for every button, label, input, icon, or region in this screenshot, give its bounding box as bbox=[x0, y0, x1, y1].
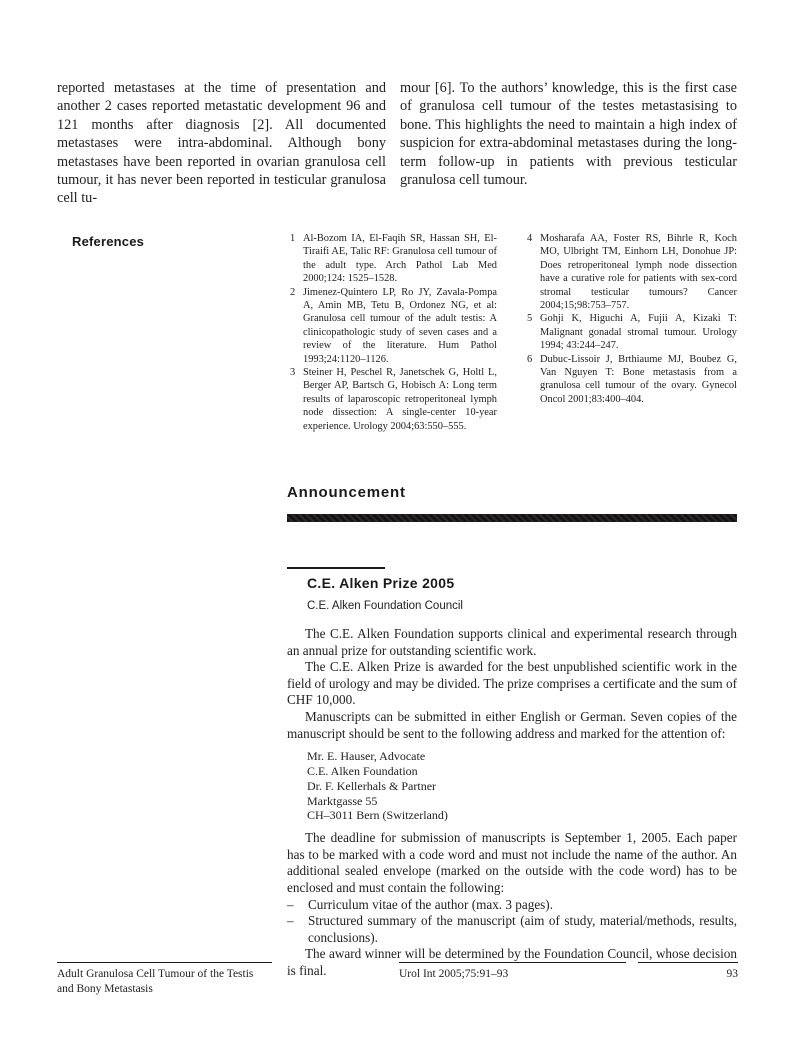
announcement-divider-bar bbox=[287, 514, 737, 522]
address-line: Marktgasse 55 bbox=[307, 793, 378, 808]
prize-rule bbox=[287, 567, 385, 569]
announcement-paragraph: The C.E. Alken Prize is awarded for the best unpublished scientific work in the field of urology and may be divided. The prize comprises a certificate and the sum of CHF 10,000. bbox=[287, 659, 737, 708]
announcement-paragraph: Manuscripts can be submitted in either English or German. Seven copies of the manuscript should be sent to the following address and marked for the attention of: bbox=[287, 708, 737, 741]
reference-number: 4 bbox=[527, 233, 533, 244]
announcement-section bbox=[287, 484, 737, 979]
reference-text: Dubuc-Lissoir J, Brthiaume MJ, Boubez G, Van Nguyen T: Bone metastasis from a granulosa cell tumour of the ovary. Gynecol Oncol 2001;83:400–404. bbox=[540, 353, 737, 405]
reference-number: 2 bbox=[290, 286, 296, 298]
address-line: CH–3011 Bern (Switzerland) bbox=[307, 808, 448, 823]
reference-text: Gohji K, Higuchi A, Fujii A, Kizaki T: Malignant gonadal stromal tumour. Urology 1994; 43:244–247. bbox=[540, 313, 737, 352]
list-dash: – bbox=[287, 896, 294, 912]
reference-text: Mosharafa AA, Foster RS, Bihrle R, Koch MO, Ulbright TM, Einhorn LH, Donohue JP: Does retroperitoneal lymph node dissection have a curative role for patients with sex-cord stromal testicular tumours? Cancer 2004;15;98:753–757. bbox=[540, 233, 737, 312]
footer-journal-citation: Urol Int 2005;75:91–93 bbox=[399, 962, 626, 982]
footer-article-title: Adult Granulosa Cell Tumour of the Testis and Bony Metastasis bbox=[57, 962, 272, 996]
list-item bbox=[287, 913, 737, 946]
announcement-body bbox=[287, 626, 737, 979]
references-section bbox=[57, 232, 737, 433]
address-line: Mr. E. Hauser, Advocate bbox=[307, 749, 426, 764]
list-dash: – bbox=[287, 913, 294, 929]
list-item bbox=[287, 897, 737, 914]
announcement-heading: Announcement bbox=[287, 484, 406, 501]
reference-text: Al-Bozom IA, El-Faqih SR, Hassan SH, El-Tiraifi AE, Talic RF: Granulosa cell tumour of the adult type. Arch Pathol Lab Med 2000;124: 1525–1528. bbox=[303, 233, 497, 285]
reference-number: 5 bbox=[527, 313, 533, 325]
list-item-text: Structured summary of the manuscript (aim of study, material/methods, results, conclusions). bbox=[308, 913, 737, 945]
reference-item-1 bbox=[290, 232, 497, 286]
reference-number: 3 bbox=[290, 367, 296, 379]
reference-item-4 bbox=[527, 232, 737, 312]
list-item-text: Curriculum vitae of the author (max. 3 pages). bbox=[308, 896, 553, 912]
closing-paragraph: The award winner will be determined by the Foundation Council, whose decision is final. bbox=[287, 946, 737, 978]
reference-number: 1 bbox=[290, 233, 296, 244]
deadline-paragraph: The deadline for submission of manuscripts is September 1, 2005. Each paper has to be marked with a code word and must not include the name of the author. An additional sealed envelope (marked on the outside with the code word) has to be enclosed and must contain the following: bbox=[287, 830, 737, 895]
references-column-1 bbox=[290, 232, 497, 433]
prize-title: C.E. Alken Prize 2005 bbox=[307, 575, 455, 591]
prize-subtitle: C.E. Alken Foundation Council bbox=[307, 600, 463, 612]
requirements-list bbox=[287, 897, 737, 947]
references-heading-cell bbox=[57, 232, 290, 433]
references-heading: References bbox=[72, 234, 145, 249]
article-body bbox=[57, 79, 737, 208]
reference-item-3 bbox=[290, 366, 497, 433]
article-body-left-column: reported metastases at the time of presentation and another 2 cases reported metastatic development 96 and 121 months after diagnosis [2]. All documented metastases were intra-abdominal. Although bony metastases have been reported in ovarian granulosa cell tumour, it has never been reported in testicular granulosa cell tu- bbox=[57, 80, 386, 207]
reference-number: 6 bbox=[527, 353, 533, 365]
reference-text: Steiner H, Peschel R, Janetschek G, Holtl L, Berger AP, Bartsch G, Hobisch A: Long term results of laparoscopic retroperitoneal lymph node dissection: A single-center 10-year experience. Urology 2004;63:550–555. bbox=[303, 367, 497, 432]
footer-page-number: 93 bbox=[638, 962, 738, 982]
references-column-2 bbox=[527, 232, 737, 433]
reference-item-5 bbox=[527, 312, 737, 352]
article-body-right-column: mour [6]. To the authors’ knowledge, this is the first case of granulosa cell tumour of the testes metastasising to bone. This highlights the need to maintain a high index of suspicion for extra-abdominal metastases during the long-term follow-up in patients with previous testicular granulosa cell tumour. bbox=[400, 80, 737, 189]
announcement-paragraph: The C.E. Alken Foundation supports clinical and experimental research through an annual prize for outstanding scientific work. bbox=[287, 626, 737, 658]
reference-text: Jimenez-Quintero LP, Ro JY, Zavala-Pompa A, Amin MB, Tetu B, Ordonez NG, et al: Granulosa cell tumour of the adult testis: A clinicopathologic study of seven cases and a review of the literature. Hum Pathol 1993;24:1120–1126. bbox=[303, 286, 497, 365]
reference-item-2 bbox=[290, 286, 497, 366]
submission-address bbox=[307, 749, 737, 823]
address-line: C.E. Alken Foundation bbox=[307, 763, 418, 778]
address-line: Dr. F. Kellerhals & Partner bbox=[307, 778, 437, 793]
reference-item-6 bbox=[527, 353, 737, 407]
